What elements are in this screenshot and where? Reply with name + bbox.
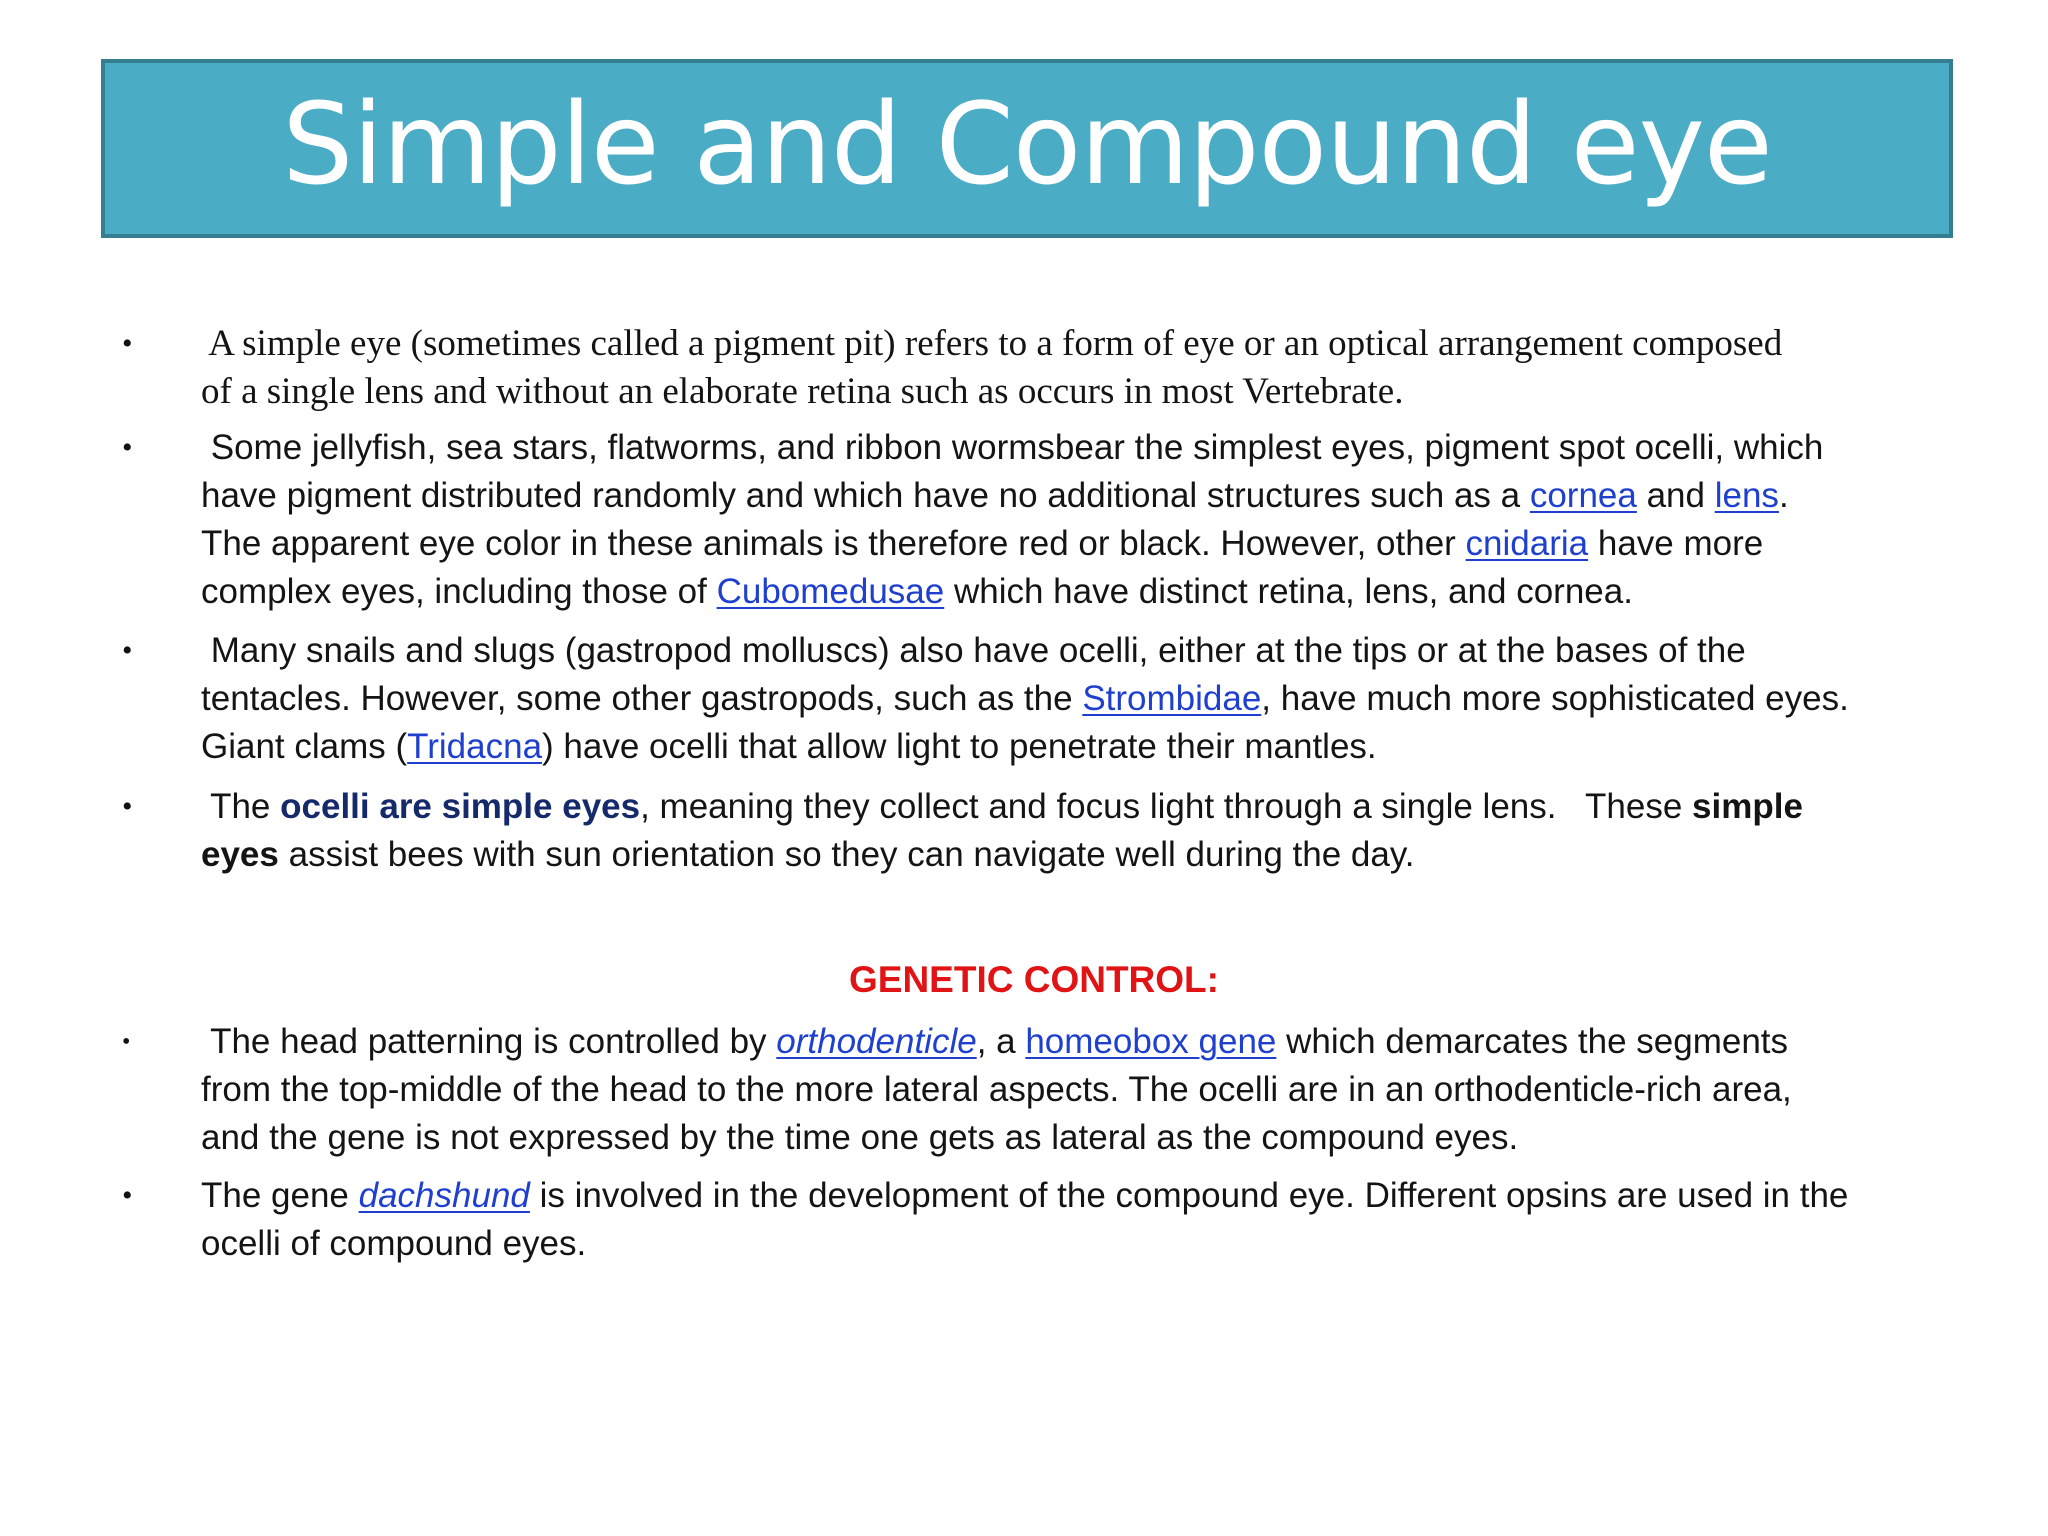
bullet-point: • (122, 790, 133, 823)
bullet-point: • (122, 431, 133, 464)
text-span: complex eyes, including those of (201, 572, 717, 611)
slide-title: Simple and Compound eye (282, 79, 1772, 210)
bullet-point: • (122, 634, 133, 667)
bullet-text (201, 783, 1961, 879)
text-span: which have distinct retina, lens, and cornea. (944, 572, 1633, 611)
text-line (201, 723, 1961, 771)
text-span: have pigment distributed randomly and which have no additional structures such as a (201, 476, 1530, 515)
bullet-text (201, 424, 1961, 616)
text-line (201, 831, 1961, 879)
text-span: The apparent eye color in these animals is therefore red or black. However, other (201, 524, 1466, 563)
bullet-point: • (122, 1179, 133, 1212)
text-line: Some jellyfish, sea stars, flatworms, and ribbon wormsbear the simplest eyes, pigment spot ocelli, which (201, 428, 1824, 467)
text-span: and (1636, 476, 1715, 515)
text-line (201, 675, 1961, 723)
text-line: ocelli of compound eyes. (201, 1224, 587, 1263)
text-line (201, 472, 1961, 520)
text-span: Giant clams ( (201, 727, 408, 766)
link-strombidae[interactable]: Strombidae (1082, 679, 1262, 718)
genetic-control-heading: GENETIC CONTROL: (849, 959, 1219, 1000)
bullet-point: • (122, 327, 133, 360)
text-line (201, 1172, 1961, 1220)
bullet-text (201, 1018, 1961, 1162)
text-line: A simple eye (sometimes called a pigment pit) refers to a form of eye or an optical arrangement composed (201, 323, 1783, 364)
emphasis-eyes: eyes (201, 835, 279, 874)
emphasis-simple: simple (1692, 787, 1803, 826)
bullet-text (201, 320, 1961, 416)
text-span: , a (976, 1022, 1026, 1061)
bullet-point: • (122, 1029, 131, 1055)
text-line: Many snails and slugs (gastropod molluscs) also have ocelli, either at the tips or at the bases of the (201, 631, 1746, 670)
link-cubomedusae[interactable]: Cubomedusae (716, 572, 945, 611)
link-lens[interactable]: lens (1714, 476, 1779, 515)
text-span: is involved in the development of the compound eye. Different opsins are used in the (529, 1176, 1849, 1215)
text-line (201, 783, 1961, 831)
text-span: tentacles. However, some other gastropods, such as the (201, 679, 1083, 718)
text-span: have more (1588, 524, 1764, 563)
text-span: The head patterning is controlled by (201, 1022, 777, 1061)
text-line: from the top-middle of the head to the more lateral aspects. The ocelli are in an orthodenticle-rich area, (201, 1070, 1792, 1109)
link-cnidaria[interactable]: cnidaria (1465, 524, 1589, 563)
link-dachshund[interactable]: dachshund (358, 1176, 530, 1215)
link-cornea[interactable]: cornea (1529, 476, 1637, 515)
text-span: The (201, 787, 281, 826)
text-line: and the gene is not expressed by the time one gets as lateral as the compound eyes. (201, 1118, 1519, 1157)
text-span: , meaning they collect and focus light through a single lens. These (640, 787, 1693, 826)
link-tridacna[interactable]: Tridacna (407, 727, 543, 766)
text-span: ) have ocelli that allow light to penetrate their mantles. (542, 727, 1377, 766)
text-span: , have much more sophisticated eyes. (1261, 679, 1849, 718)
bullet-text (201, 1172, 1961, 1268)
text-span: The gene (201, 1176, 359, 1215)
text-span: assist bees with sun orientation so they can navigate well during the day. (278, 835, 1415, 874)
text-line: of a single lens and without an elaborate retina such as occurs in most Vertebrate. (201, 371, 1404, 412)
text-line (201, 568, 1961, 616)
text-line (201, 520, 1961, 568)
bullet-text (201, 627, 1961, 771)
link-homeobox-gene[interactable]: homeobox gene (1025, 1022, 1277, 1061)
text-span: . (1778, 476, 1789, 515)
text-span: which demarcates the segments (1276, 1022, 1789, 1061)
text-line (201, 1018, 1961, 1066)
link-orthodenticle[interactable]: orthodenticle (776, 1022, 977, 1061)
emphasis-ocelli: ocelli are simple eyes (280, 787, 641, 826)
